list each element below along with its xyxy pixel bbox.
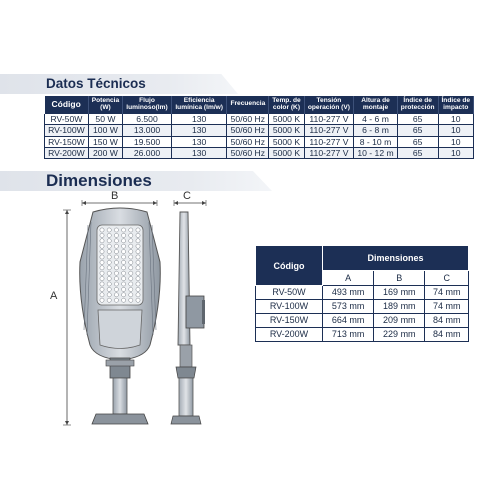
tech-header-text: Altura de (361, 97, 390, 104)
dimensions-table (255, 245, 469, 342)
tech-header-text: Flujo (139, 97, 155, 104)
table-cell: 50/60 Hz (227, 136, 269, 147)
table-cell: 50 W (88, 114, 122, 125)
tech-header-text: Frecuencia (230, 100, 266, 108)
dims-section-title: Dimensiones (46, 171, 152, 190)
table-cell: RV-50W (45, 114, 89, 125)
table-cell: 130 (171, 136, 226, 147)
table-cell: 130 (171, 148, 226, 159)
table-cell: 110-277 V (304, 148, 354, 159)
table-cell: 573 mm (323, 300, 374, 314)
tech-header-text: luminoso(lm) (126, 103, 168, 111)
table-row (256, 300, 469, 314)
tech-header-text: protección (400, 103, 435, 111)
table-cell: RV-200W (45, 148, 89, 159)
table-cell: 65 (397, 114, 438, 125)
dims-table-body (256, 286, 469, 342)
table-cell: 5000 K (269, 114, 304, 125)
table-cell: 65 (397, 148, 438, 159)
table-row (256, 328, 469, 342)
table-cell: RV-200W (256, 328, 323, 342)
tech-header-text: impacto (443, 103, 469, 111)
table-cell: 229 mm (374, 328, 425, 342)
table-cell: 50/60 Hz (227, 114, 269, 125)
table-cell: 664 mm (323, 314, 374, 328)
table-cell: 74 mm (425, 286, 469, 300)
table-cell: RV-100W (256, 300, 323, 314)
table-cell: RV-150W (256, 314, 323, 328)
table-cell: 493 mm (323, 286, 374, 300)
table-cell: 6 - 8 m (354, 125, 398, 136)
table-cell: 10 (438, 136, 473, 147)
table-cell: 50/60 Hz (227, 148, 269, 159)
tech-header-text: Potencia (91, 97, 120, 104)
table-cell: 189 mm (374, 300, 425, 314)
table-cell: 19.500 (123, 136, 172, 147)
table-cell: 100 W (88, 125, 122, 136)
table-cell: 65 (397, 125, 438, 136)
table-cell: 130 (171, 125, 226, 136)
table-cell: 200 W (88, 148, 122, 159)
table-cell: 150 W (88, 136, 122, 147)
dims-main-header: Dimensiones (323, 246, 469, 271)
table-cell: 74 mm (425, 300, 469, 314)
table-cell: 110-277 V (304, 125, 354, 136)
table-cell: 10 (438, 114, 473, 125)
table-cell: 130 (171, 114, 226, 125)
dim-label-b: B (111, 190, 119, 202)
table-cell: 5000 K (269, 125, 304, 136)
table-cell: 10 - 12 m (354, 148, 398, 159)
tech-header-text: Código (51, 99, 81, 110)
table-cell: 84 mm (425, 328, 469, 342)
tech-header-text: lumínica (lm/w) (175, 103, 223, 111)
dim-label-c: C (183, 190, 191, 202)
tech-header-text: (W) (100, 103, 111, 111)
dims-subheader-cell: A (323, 270, 374, 285)
table-cell: 110-277 V (304, 136, 354, 147)
table-cell: 8 - 10 m (354, 136, 398, 147)
table-cell: 169 mm (374, 286, 425, 300)
table-cell: 50/60 Hz (227, 125, 269, 136)
tech-header-text: montaje (362, 103, 389, 111)
table-cell: 6.500 (123, 114, 172, 125)
dims-code-header: Código (256, 246, 323, 286)
table-cell: 10 (438, 125, 473, 136)
tech-section-title: Datos Técnicos (46, 76, 146, 91)
dims-subheader-cell: B (374, 270, 425, 285)
dims-subheader-cell: C (425, 270, 469, 285)
table-cell: RV-50W (256, 286, 323, 300)
tech-header-text: color (K) (272, 103, 301, 111)
table-row (256, 286, 469, 300)
table-cell: 110-277 V (304, 114, 354, 125)
table-cell: 13.000 (123, 125, 172, 136)
table-cell: 65 (397, 136, 438, 147)
table-cell: 713 mm (323, 328, 374, 342)
tech-header-text: Temp. de (272, 97, 301, 104)
table-cell: 26.000 (123, 148, 172, 159)
tech-header-text: Índice de (441, 97, 471, 104)
tech-header-text: Índice de (403, 97, 432, 104)
dims-header-row (256, 246, 469, 271)
tech-header-text: Eficiencia (183, 97, 215, 104)
table-cell: 84 mm (425, 314, 469, 328)
dim-label-a: A (50, 290, 58, 302)
table-cell: RV-100W (45, 125, 89, 136)
table-cell: 10 (438, 148, 473, 159)
tech-header-text: operación (V) (307, 103, 350, 111)
table-row (256, 314, 469, 328)
tech-header-text: Tensión (316, 97, 342, 104)
table-cell: 4 - 6 m (354, 114, 398, 125)
table-cell: 5000 K (269, 148, 304, 159)
table-cell: RV-150W (45, 136, 89, 147)
table-cell: 5000 K (269, 136, 304, 147)
table-cell: 209 mm (374, 314, 425, 328)
